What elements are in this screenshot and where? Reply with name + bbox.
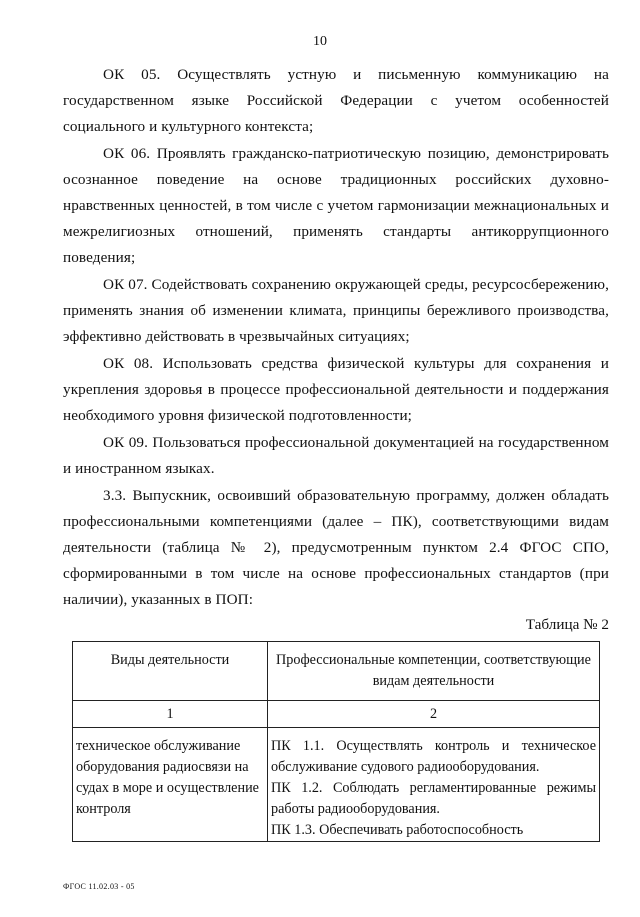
body-text bbox=[63, 62, 609, 614]
competencies-table bbox=[72, 641, 600, 842]
table-caption: Таблица № 2 bbox=[525, 616, 609, 633]
paragraph-ok05: ОК 05. Осуществлять устную и письменную коммуникацию на государственном языке Российской Федерации с учетом особенностей социального и культурного контекста; bbox=[63, 66, 609, 135]
paragraph-ok07: ОК 07. Содействовать сохранению окружающей среды, ресурсосбережению, применять знания об изменении климата, принципы бережливого производства, эффективно действовать в чрезвычайных ситуациях; bbox=[63, 276, 609, 345]
table-row bbox=[73, 728, 600, 842]
footer-code: ФГОС 11.02.03 - 05 bbox=[63, 882, 135, 891]
paragraph-3-3: 3.3. Выпускник, освоивший образовательную программу, должен обладать профессиональными компетенциями (далее – ПК), соответствующими видам деятельности (таблица № 2), предусмотренным пунктом 2.4 ФГОС СПО, сформированными в том числе на основе профессиональных стандартов (при наличии), указанных в ПОП: bbox=[63, 487, 609, 608]
competencies-cell bbox=[268, 728, 600, 842]
column-number-1: 1 bbox=[73, 701, 268, 728]
column-number-2: 2 bbox=[268, 701, 600, 728]
paragraph-ok06: ОК 06. Проявлять гражданско-патриотическую позицию, демонстрировать осознанное поведение на основе традиционных российских духовно-нравственных ценностей, в том числе с учетом гармонизации межнациональных и межрелигиозных отношений, применять стандарты антикоррупционного поведения; bbox=[63, 145, 609, 266]
activity-cell: техническое обслуживание оборудования радиосвязи на судах в море и осуществление контроля bbox=[73, 728, 268, 842]
table-header-row bbox=[73, 642, 600, 701]
competency-pk-1-1: ПК 1.1. Осуществлять контроль и техническое обслуживание судового радиооборудования. bbox=[271, 738, 596, 775]
table-numbering-row bbox=[73, 701, 600, 728]
paragraph-ok09: ОК 09. Пользоваться профессиональной документацией на государственном и иностранном языках. bbox=[63, 434, 609, 477]
competency-pk-1-2: ПК 1.2. Соблюдать регламентированные режимы работы радиооборудования. bbox=[271, 780, 596, 817]
paragraph-ok08: ОК 08. Использовать средства физической культуры для сохранения и укрепления здоровья в процессе профессиональной деятельности и поддержания необходимого уровня физической подготовленности; bbox=[63, 355, 609, 424]
header-competencies: Профессиональные компетенции, соответствующие видам деятельности bbox=[268, 642, 600, 701]
page-number: 10 bbox=[313, 34, 327, 49]
header-activities: Виды деятельности bbox=[73, 642, 268, 701]
competency-pk-1-3: ПК 1.3. Обеспечивать работоспособность bbox=[271, 822, 524, 838]
